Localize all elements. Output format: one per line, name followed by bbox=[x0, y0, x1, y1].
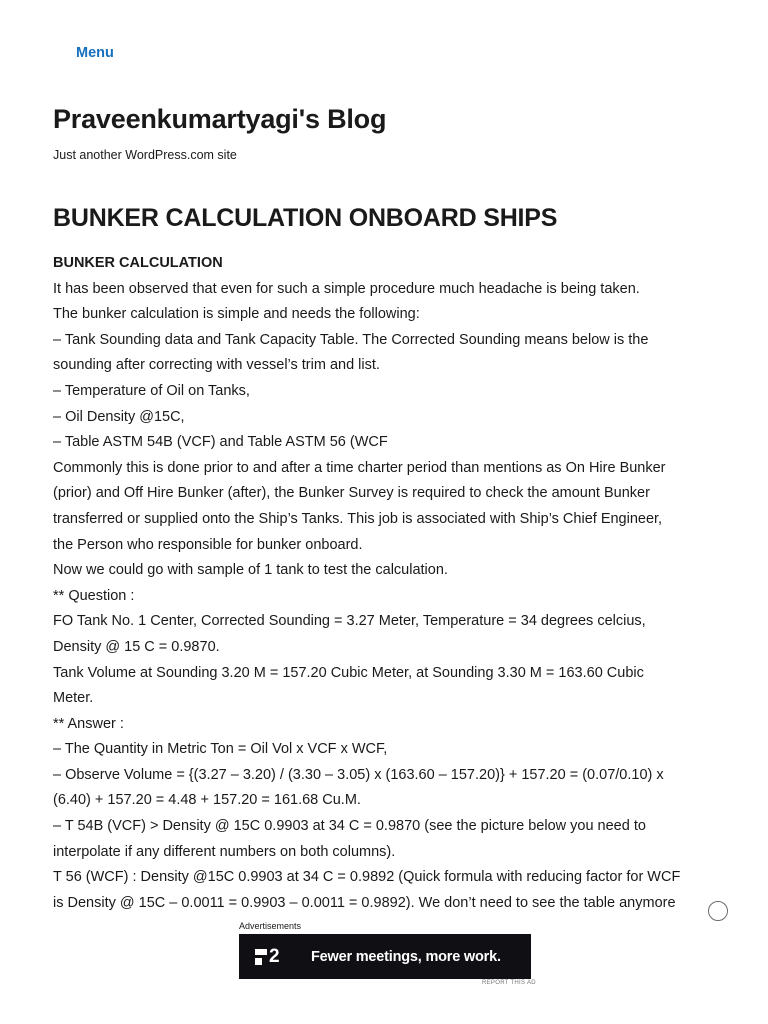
content-line: Tank Volume at Sounding 3.20 M = 157.20 Cubic Meter, at Sounding 3.30 M = 163.60 Cubic bbox=[53, 664, 644, 681]
f2-logo-icon bbox=[255, 949, 267, 965]
content-line: Commonly this is done prior to and after a time charter period than mentions as On Hire Bunker bbox=[53, 459, 666, 476]
content-line: FO Tank No. 1 Center, Corrected Sounding = 3.27 Meter, Temperature = 34 degrees celcius, bbox=[53, 613, 646, 630]
report-ad-link[interactable]: REPORT THIS AD bbox=[482, 980, 536, 986]
content-line: transferred or supplied onto the Ship’s Tanks. This job is associated with Ship’s Chief Engineer, bbox=[53, 510, 663, 527]
ad-logo-text: 2 bbox=[269, 946, 280, 967]
advertisements-label: Advertisements bbox=[239, 921, 302, 931]
content-line: Now we could go with sample of 1 tank to test the calculation. bbox=[53, 562, 448, 579]
content-line: – Tank Sounding data and Tank Capacity Table. The Corrected Sounding means below is the bbox=[53, 331, 649, 348]
content-line: – Observe Volume = {(3.27 – 3.20) / (3.30 – 3.05) x (163.60 – 157.20)} + 157.20 = (0.07/0.10) x bbox=[53, 766, 664, 783]
content-line: sounding after correcting with vessel’s trim and list. bbox=[53, 357, 380, 374]
site-description: Just another WordPress.com site bbox=[53, 148, 237, 162]
content-line: interpolate if any different numbers on both columns). bbox=[53, 843, 396, 860]
content-line: (prior) and Off Hire Bunker (after), the Bunker Survey is required to check the amount Bunker bbox=[53, 485, 650, 502]
scroll-indicator-icon[interactable] bbox=[708, 901, 728, 921]
content-line: T 56 (WCF) : Density @15C 0.9903 at 34 C = 0.9892 (Quick formula with reducing factor for WCF bbox=[53, 869, 681, 886]
menu-link[interactable]: Menu bbox=[76, 45, 114, 61]
content-line: Meter. bbox=[53, 690, 94, 707]
ad-tagline: Fewer meetings, more work. bbox=[311, 948, 501, 965]
content-line: It has been observed that even for such a simple procedure much headache is being taken. bbox=[53, 280, 640, 297]
content-line: Density @ 15 C = 0.9870. bbox=[53, 638, 220, 655]
content-line: ** Answer : bbox=[53, 715, 124, 732]
post-content bbox=[53, 251, 721, 916]
content-line: – Temperature of Oil on Tanks, bbox=[53, 382, 250, 399]
ad-logo bbox=[255, 947, 295, 966]
post-subheading: BUNKER CALCULATION bbox=[53, 255, 223, 271]
content-line: – T 54B (VCF) > Density @ 15C 0.9903 at 34 C = 0.9870 (see the picture below you need to bbox=[53, 818, 646, 835]
ad-banner[interactable] bbox=[239, 934, 531, 979]
content-line: ** Question : bbox=[53, 587, 135, 604]
site-title[interactable]: Praveenkumartyagi's Blog bbox=[53, 104, 387, 134]
content-line: the Person who responsible for bunker onboard. bbox=[53, 536, 363, 553]
content-line: – Oil Density @15C, bbox=[53, 408, 185, 425]
content-line: (6.40) + 157.20 = 4.48 + 157.20 = 161.68 Cu.M. bbox=[53, 792, 361, 809]
post-title: BUNKER CALCULATION ONBOARD SHIPS bbox=[53, 204, 558, 232]
content-line: The bunker calculation is simple and needs the following: bbox=[53, 306, 420, 323]
content-line: is Density @ 15C – 0.0011 = 0.9903 – 0.0011 = 0.9892). We don’t need to see the table anymore bbox=[53, 894, 676, 911]
content-line: – Table ASTM 54B (VCF) and Table ASTM 56 (WCF bbox=[53, 434, 388, 451]
content-line: – The Quantity in Metric Ton = Oil Vol x VCF x WCF, bbox=[53, 741, 388, 758]
